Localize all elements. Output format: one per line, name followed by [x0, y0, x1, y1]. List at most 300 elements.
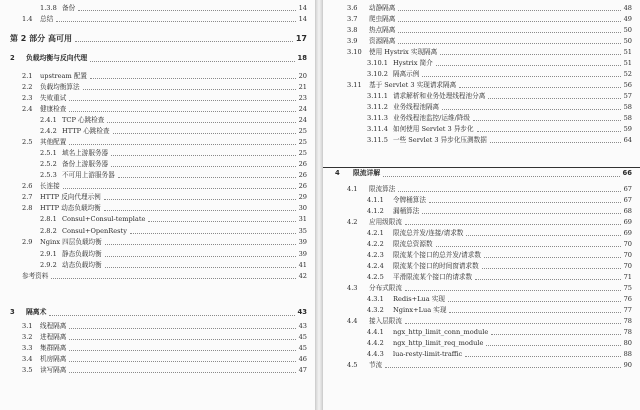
toc-number: 2.9 — [22, 238, 33, 246]
toc-section-row[interactable] — [323, 294, 640, 305]
toc-dot-leader — [107, 122, 296, 123]
toc-dot-leader — [466, 235, 621, 236]
toc-title: 负载均衡算法 — [40, 83, 80, 91]
toc-section-row[interactable] — [323, 305, 640, 316]
toc-number: 3.11.4 — [367, 125, 388, 133]
toc-number: 4.2.3 — [367, 251, 384, 259]
toc-section-row[interactable] — [0, 271, 315, 282]
toc-dot-leader — [398, 191, 621, 192]
toc-section-row[interactable] — [323, 14, 640, 25]
toc-title: 静态负载均衡 — [62, 250, 102, 258]
toc-number: 4 — [335, 169, 340, 177]
toc-number: 3.10.2 — [367, 70, 388, 78]
toc-page-number: 75 — [623, 284, 632, 292]
toc-dot-leader — [473, 120, 621, 121]
toc-dot-leader — [436, 246, 621, 247]
toc-dot-leader — [491, 334, 621, 335]
toc-section-row[interactable] — [323, 349, 640, 360]
toc-title: 资源隔离 — [369, 37, 396, 45]
toc-page-number: 51 — [623, 48, 632, 56]
toc-title: 请求解析和业务处理线程池分离 — [393, 92, 486, 100]
toc-page-number: 17 — [295, 34, 307, 43]
toc-title: 长连接 — [40, 182, 60, 190]
toc-page-number: 56 — [623, 81, 632, 89]
toc-dot-leader — [130, 233, 296, 234]
toc-section-row[interactable] — [323, 283, 640, 294]
toc-dot-leader — [429, 202, 621, 203]
toc-number: 2.6 — [22, 182, 33, 190]
toc-number: 3 — [10, 308, 15, 316]
toc-section-row[interactable] — [323, 195, 640, 206]
toc-dot-leader — [385, 367, 621, 368]
toc-page-left — [0, 0, 316, 410]
toc-section-row[interactable] — [323, 239, 640, 250]
toc-page-number: 47 — [298, 366, 307, 374]
toc-chapter-row[interactable] — [0, 33, 315, 44]
toc-title: 进程隔离 — [40, 333, 67, 341]
toc-section-row[interactable] — [0, 82, 315, 93]
toc-section-row[interactable] — [323, 36, 640, 47]
toc-section-row[interactable] — [0, 365, 315, 376]
toc-dot-leader — [422, 76, 621, 77]
toc-page-number: 45 — [298, 333, 307, 341]
toc-number: 2.5.3 — [40, 171, 57, 179]
toc-title: Consul+Consul-template — [62, 215, 146, 223]
toc-section-row[interactable] — [0, 237, 315, 248]
toc-section-row[interactable] — [0, 93, 315, 104]
toc-page-number: 66 — [622, 169, 632, 177]
toc-page-number: 39 — [298, 238, 307, 246]
toc-dot-leader — [405, 290, 621, 291]
toc-number: 1.3.8 — [40, 4, 57, 12]
toc-number: 3.10 — [347, 48, 362, 56]
toc-title: 备份上游服务器 — [62, 160, 109, 168]
toc-dot-leader — [118, 177, 296, 178]
toc-section-row[interactable] — [0, 181, 315, 192]
toc-chapter-row[interactable] — [0, 307, 315, 318]
toc-dot-leader — [51, 278, 296, 279]
toc-number: 2.4.1 — [40, 116, 57, 124]
toc-title: 备份 — [62, 4, 76, 12]
toc-page-number: 78 — [623, 317, 632, 325]
toc-section-row[interactable] — [0, 203, 315, 214]
toc-dot-leader — [482, 268, 621, 269]
toc-page-number: 50 — [623, 37, 632, 45]
toc-section-row[interactable] — [0, 115, 315, 126]
toc-section-row[interactable] — [323, 91, 640, 102]
toc-number: 第 2 部分 — [10, 34, 46, 43]
toc-section-row[interactable] — [323, 47, 640, 58]
toc-dot-leader — [69, 144, 296, 145]
toc-page-number: 21 — [298, 83, 307, 91]
toc-number: 4.2.5 — [367, 273, 384, 281]
toc-page-number: 88 — [623, 350, 632, 358]
toc-title: ngx_http_limit_conn_module — [393, 328, 489, 336]
toc-number: 4.4 — [347, 317, 358, 325]
toc-section-row[interactable] — [323, 69, 640, 80]
toc-number: 2.4 — [22, 105, 33, 113]
toc-section-row[interactable] — [323, 338, 640, 349]
toc-number: 3.1 — [22, 322, 33, 330]
toc-dot-leader — [69, 339, 296, 340]
toc-section-row[interactable] — [323, 124, 640, 135]
toc-dot-leader — [75, 41, 293, 42]
toc-title: 限流某个接口的总并发/请求数 — [393, 251, 481, 259]
toc-dot-leader — [78, 10, 296, 11]
toc-number: 4.1 — [347, 185, 358, 193]
toc-title: 动静隔离 — [369, 4, 396, 12]
toc-dot-leader — [69, 328, 296, 329]
toc-page-right — [322, 0, 640, 410]
toc-page-number: 23 — [298, 94, 307, 102]
toc-number: 2.9.1 — [40, 250, 57, 258]
toc-number: 2.8.1 — [40, 215, 57, 223]
toc-dot-leader — [113, 133, 296, 134]
toc-section-row[interactable] — [0, 249, 315, 260]
toc-dot-leader — [398, 32, 621, 33]
toc-section-row[interactable] — [0, 226, 315, 237]
toc-title: 使用 Hystrix 实现隔离 — [369, 48, 438, 56]
toc-number: 4.5 — [347, 361, 358, 369]
toc-dot-leader — [448, 301, 621, 302]
toc-chapter-row[interactable] — [0, 53, 315, 64]
toc-section-row[interactable] — [0, 126, 315, 137]
toc-title: 热点隔离 — [369, 26, 396, 34]
toc-title: 限流总并发/连接/请求数 — [393, 229, 464, 237]
toc-page-number: 18 — [297, 54, 307, 62]
toc-section-row[interactable] — [323, 250, 640, 261]
toc-page-number: 76 — [623, 295, 632, 303]
toc-page-number: 31 — [298, 215, 307, 223]
toc-page-number: 45 — [298, 344, 307, 352]
toc-dot-leader — [484, 257, 621, 258]
toc-page-number: 69 — [623, 218, 632, 226]
toc-number: 2.4.2 — [40, 127, 57, 135]
toc-section-row[interactable] — [0, 214, 315, 225]
toc-dot-leader — [69, 100, 296, 101]
toc-dot-leader — [383, 176, 620, 177]
toc-dot-leader — [459, 87, 621, 88]
toc-page-number: 46 — [298, 355, 307, 363]
toc-section-row[interactable] — [0, 192, 315, 203]
toc-section-row[interactable] — [0, 170, 315, 181]
toc-dot-leader — [104, 199, 296, 200]
toc-dot-leader — [49, 315, 295, 316]
toc-title: 漏桶算法 — [393, 207, 420, 215]
toc-page-number: 57 — [623, 92, 632, 100]
toc-title: 健康检查 — [40, 105, 67, 113]
toc-section-row[interactable] — [323, 261, 640, 272]
toc-number: 2.1 — [22, 72, 33, 80]
toc-section-row[interactable] — [0, 137, 315, 148]
toc-title: 动态负载均衡 — [62, 261, 102, 269]
toc-number: 2.7 — [22, 193, 33, 201]
toc-number: 2.5 — [22, 138, 33, 146]
toc-page-number: 35 — [298, 227, 307, 235]
toc-page-number: 58 — [623, 103, 632, 111]
toc-dot-leader — [442, 109, 621, 110]
toc-title: 业务线程池隔离 — [393, 103, 440, 111]
toc-title: HTTP 心跳检查 — [62, 127, 110, 135]
toc-number: 3.7 — [347, 15, 358, 23]
toc-section-row[interactable] — [323, 316, 640, 327]
toc-title: 接入层限流 — [369, 317, 402, 325]
toc-title: 不可用上游服务器 — [62, 171, 115, 179]
toc-page-number: 26 — [298, 171, 307, 179]
toc-number: 4.4.3 — [367, 350, 384, 358]
toc-dot-leader — [56, 21, 296, 22]
toc-number: 3.5 — [22, 366, 33, 374]
toc-page-number: 77 — [623, 306, 632, 314]
toc-page-number: 64 — [623, 136, 632, 144]
toc-section-row[interactable] — [0, 332, 315, 343]
toc-number: 2.9.2 — [40, 261, 57, 269]
toc-title: 节流 — [369, 361, 383, 369]
toc-page-number: 68 — [623, 207, 632, 215]
toc-dot-leader — [90, 78, 296, 79]
toc-page-number: 50 — [623, 26, 632, 34]
toc-title: 失败重试 — [40, 94, 67, 102]
toc-title: 爬虫隔离 — [369, 15, 396, 23]
toc-dot-leader — [105, 244, 296, 245]
toc-dot-leader — [105, 256, 296, 257]
toc-section-row[interactable] — [323, 102, 640, 113]
toc-page-number: 26 — [298, 160, 307, 168]
toc-number: 2.3 — [22, 94, 33, 102]
toc-number: 4.3 — [347, 284, 358, 292]
toc-number: 3.4 — [22, 355, 33, 363]
toc-title: 负载均衡与反向代理 — [26, 54, 88, 62]
toc-page-number: 67 — [623, 185, 632, 193]
toc-page-number: 42 — [298, 272, 307, 280]
toc-title: 分布式限流 — [369, 284, 402, 292]
toc-number: 3.6 — [347, 4, 358, 12]
toc-number: 2.5.1 — [40, 149, 57, 157]
toc-dot-leader — [422, 213, 621, 214]
toc-page-number: 52 — [623, 70, 632, 78]
toc-title: 机房隔离 — [40, 355, 67, 363]
toc-title: 域名上游服务器 — [62, 149, 109, 157]
toc-title: 其他配置 — [40, 138, 67, 146]
toc-title: 如何使用 Servlet 3 异步化 — [393, 125, 474, 133]
toc-section-row[interactable] — [0, 3, 315, 14]
toc-section-row[interactable] — [0, 71, 315, 82]
toc-dot-leader — [69, 361, 296, 362]
toc-title: 限流总资源数 — [393, 240, 433, 248]
toc-number: 2.2 — [22, 83, 33, 91]
toc-dot-leader — [69, 372, 296, 373]
toc-page-number: 48 — [623, 4, 632, 12]
toc-page-number: 90 — [623, 361, 632, 369]
toc-title: 基于 Servlet 3 实现请求隔离 — [369, 81, 457, 89]
toc-section-row[interactable] — [0, 343, 315, 354]
toc-section-row[interactable] — [0, 104, 315, 115]
toc-number: 4.1.1 — [367, 196, 384, 204]
toc-page-number: 14 — [298, 4, 307, 12]
toc-number: 3.10.1 — [367, 59, 388, 67]
toc-title: Redis+Lua 实现 — [393, 295, 445, 303]
toc-title: 一些 Servlet 3 异步化压测数据 — [393, 136, 487, 144]
toc-title: 参考资料 — [22, 272, 49, 280]
toc-section-row[interactable] — [323, 58, 640, 69]
toc-title: upstream 配置 — [40, 72, 88, 80]
toc-title: ngx_http_limit_req_module — [393, 339, 484, 347]
toc-section-row[interactable] — [323, 184, 640, 195]
toc-section-row[interactable] — [0, 148, 315, 159]
toc-number: 4.2.4 — [367, 262, 384, 270]
toc-dot-leader — [63, 188, 296, 189]
toc-dot-leader — [486, 345, 621, 346]
toc-title: 线程隔离 — [40, 322, 67, 330]
toc-title: 应用级限流 — [369, 218, 402, 226]
toc-number: 2.8.2 — [40, 227, 57, 235]
toc-page-number: 39 — [298, 250, 307, 258]
toc-title: Hystrix 简介 — [393, 59, 433, 67]
toc-dot-leader — [104, 210, 296, 211]
toc-number: 2.8 — [22, 204, 33, 212]
toc-section-row[interactable] — [323, 3, 640, 14]
toc-dot-leader — [398, 43, 621, 44]
toc-section-row[interactable] — [323, 80, 640, 91]
toc-page-number: 30 — [298, 204, 307, 212]
toc-page-number: 70 — [623, 240, 632, 248]
toc-section-row[interactable] — [0, 260, 315, 271]
toc-section-row[interactable] — [323, 272, 640, 283]
toc-number: 4.4.2 — [367, 339, 384, 347]
toc-title: 集群隔离 — [40, 344, 67, 352]
toc-title: 总结 — [40, 15, 54, 23]
toc-page-number: 43 — [297, 308, 307, 316]
toc-title: Nginx+Lua 实现 — [393, 306, 447, 314]
toc-section-row[interactable] — [323, 135, 640, 146]
toc-page-number: 14 — [298, 15, 307, 23]
toc-page-number: 24 — [298, 116, 307, 124]
toc-section-row[interactable] — [0, 354, 315, 365]
toc-dot-leader — [436, 65, 621, 66]
toc-section-row[interactable] — [323, 360, 640, 371]
toc-number: 3.3 — [22, 344, 33, 352]
toc-section-row[interactable] — [323, 25, 640, 36]
toc-title: 业务线程池监控/运维/降级 — [393, 114, 470, 122]
toc-number: 2 — [10, 54, 15, 62]
toc-title: 令牌桶算法 — [393, 196, 426, 204]
toc-dot-leader — [111, 155, 296, 156]
toc-number: 4.3.2 — [367, 306, 384, 314]
toc-dot-leader — [69, 350, 296, 351]
toc-number: 3.2 — [22, 333, 33, 341]
toc-number: 4.3.1 — [367, 295, 384, 303]
toc-page-number: 80 — [623, 339, 632, 347]
toc-dot-leader — [90, 61, 295, 62]
toc-dot-leader — [105, 267, 296, 268]
toc-page-number: 25 — [298, 127, 307, 135]
toc-title: TCP 心跳检查 — [62, 116, 105, 124]
toc-dot-leader — [475, 279, 621, 280]
toc-page-number: 41 — [298, 261, 307, 269]
toc-number: 4.2.2 — [367, 240, 384, 248]
toc-chapter-row[interactable] — [323, 167, 640, 179]
toc-section-row[interactable] — [323, 217, 640, 228]
toc-section-row[interactable] — [323, 113, 640, 124]
toc-dot-leader — [83, 89, 296, 90]
toc-dot-leader — [398, 10, 621, 11]
toc-page-number: 71 — [623, 273, 632, 281]
toc-number: 3.9 — [347, 37, 358, 45]
toc-number: 3.11 — [347, 81, 362, 89]
toc-title: 隔离术 — [26, 308, 47, 316]
toc-title: Nginx 四层负载均衡 — [40, 238, 102, 246]
toc-title: 读写隔离 — [40, 366, 67, 374]
toc-page-number: 24 — [298, 105, 307, 113]
toc-page-number: 59 — [623, 125, 632, 133]
toc-page-number: 25 — [298, 149, 307, 157]
toc-page-number: 69 — [623, 229, 632, 237]
toc-title: Consul+OpenResty — [62, 227, 127, 235]
toc-title: 平滑限流某个接口的请求数 — [393, 273, 473, 281]
toc-dot-leader — [477, 131, 621, 132]
toc-dot-leader — [449, 312, 621, 313]
toc-page-number: 51 — [623, 59, 632, 67]
toc-number: 4.2 — [347, 218, 358, 226]
toc-page-number: 43 — [298, 322, 307, 330]
toc-dot-leader — [440, 54, 621, 55]
toc-section-row[interactable] — [323, 228, 640, 239]
toc-number: 4.4.1 — [367, 328, 384, 336]
toc-dot-leader — [111, 166, 296, 167]
toc-number: 1.4 — [22, 15, 33, 23]
toc-title: lua-resty-limit-traffic — [393, 350, 463, 358]
toc-title: 隔离示例 — [393, 70, 420, 78]
toc-page-number: 25 — [298, 138, 307, 146]
toc-number: 3.11.1 — [367, 92, 388, 100]
toc-page-number: 26 — [298, 182, 307, 190]
toc-page-number: 70 — [623, 262, 632, 270]
toc-page-number: 70 — [623, 251, 632, 259]
toc-title: 限流某个接口的时间窗请求数 — [393, 262, 479, 270]
toc-page-number: 78 — [623, 328, 632, 336]
toc-section-row[interactable] — [0, 14, 315, 25]
toc-number: 4.1.2 — [367, 207, 384, 215]
toc-number: 4.2.1 — [367, 229, 384, 237]
toc-dot-leader — [148, 221, 296, 222]
toc-page-number: 58 — [623, 114, 632, 122]
toc-dot-leader — [490, 142, 621, 143]
toc-section-row[interactable] — [323, 206, 640, 217]
toc-number: 3.11.5 — [367, 136, 388, 144]
toc-dot-leader — [465, 356, 621, 357]
toc-page-number: 67 — [623, 196, 632, 204]
toc-title: HTTP 动态负载均衡 — [40, 204, 101, 212]
toc-page-number: 49 — [623, 15, 632, 23]
toc-number: 2.5.2 — [40, 160, 57, 168]
toc-dot-leader — [405, 224, 621, 225]
toc-title: 限流详解 — [353, 169, 381, 177]
toc-dot-leader — [398, 21, 621, 22]
toc-dot-leader — [405, 323, 621, 324]
toc-dot-leader — [69, 111, 296, 112]
toc-number: 3.11.3 — [367, 114, 388, 122]
toc-section-row[interactable] — [323, 327, 640, 338]
toc-section-row[interactable] — [0, 321, 315, 332]
toc-page-number: 29 — [298, 193, 307, 201]
toc-dot-leader — [488, 98, 621, 99]
toc-title: HTTP 反向代理示例 — [40, 193, 101, 201]
toc-number: 3.11.2 — [367, 103, 388, 111]
toc-title: 高可用 — [48, 34, 72, 43]
toc-title: 限流算法 — [369, 185, 396, 193]
toc-section-row[interactable] — [0, 159, 315, 170]
toc-number: 3.8 — [347, 26, 358, 34]
